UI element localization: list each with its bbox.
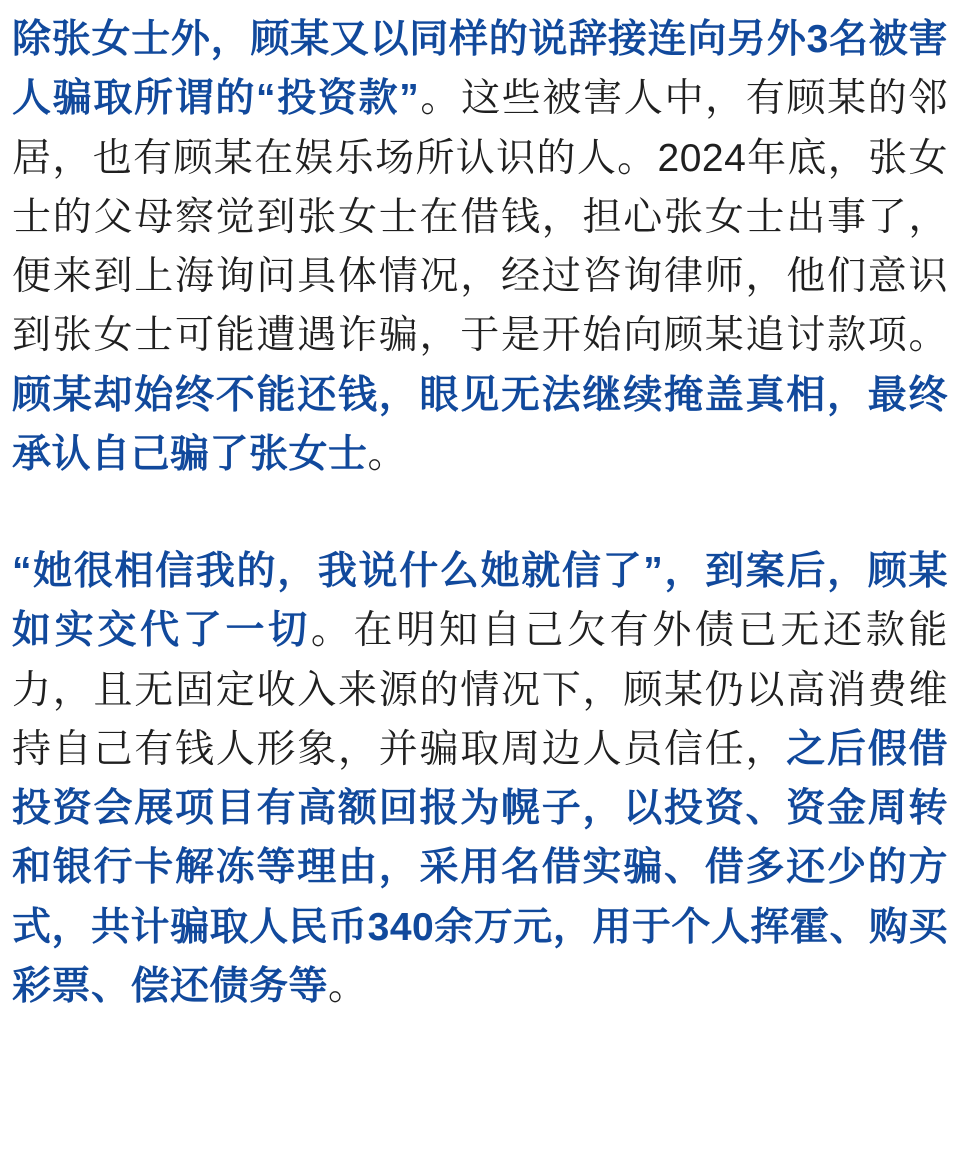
highlighted-text: 之后假借投资会展项目有高额回报为幌子，以投资、资金周转和银行卡解冻等理由，采用名借实骗、借多还少的方式，共计骗取人民币340余万元，用于个人挥霍、购买彩票、偿还债务等 [12,727,948,1008]
body-text: 。在明知自己欠有外债已无还款能力，且无固定收入来源的情况下，顾某仍以高消费维持自己有钱人形象，并骗取周边人员信任， [12,609,948,771]
highlighted-text: 顾某却始终不能还钱，眼见无法继续掩盖真相，最终承认自己骗了张女士 [12,373,948,476]
highlighted-text: 除张女士外，顾某又以同样的说辞接连向另外3名被害人骗取所谓的“投资款” [12,18,948,121]
body-text: 。这些被害人中，有顾某的邻居，也有顾某在娱乐场所认识的人。2024年底，张女士的父母察觉到张女士在借钱，担心张女士出事了，便来到上海询问具体情况，经过咨询律师，他们意识到张女士可能遭遇诈骗，于是开始向顾某追讨款项。 [12,77,948,358]
body-text: 。 [328,964,368,1008]
highlighted-text: “她很相信我的，我说什么她就信了”，到案后，顾某如实交代了一切 [12,550,948,653]
article-paragraph-1 [12,10,948,484]
body-text: 。 [367,432,408,476]
article-paragraph-2 [12,542,948,1016]
